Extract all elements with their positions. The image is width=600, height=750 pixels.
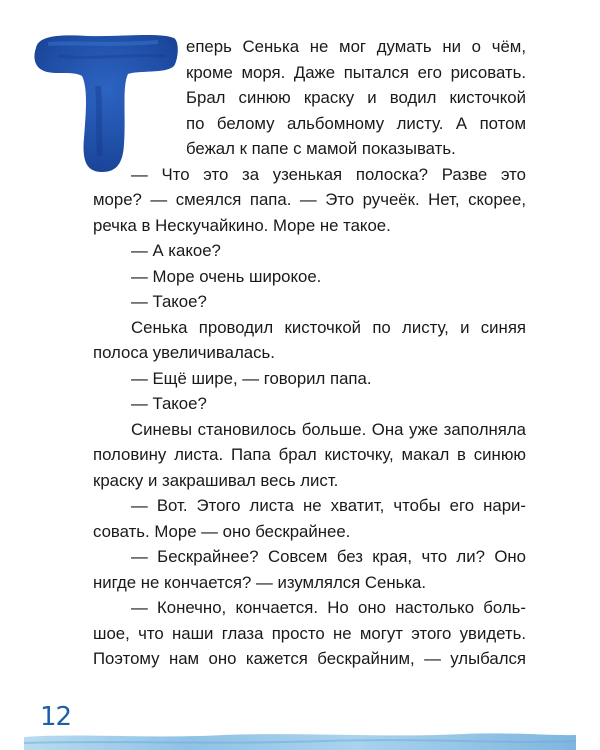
text-line: Брал синюю краску и водил кисточкой: [186, 88, 526, 107]
text-line: — Бескрайнее? Совсем без края, что ли? Оно: [131, 547, 526, 566]
text-line: — Такое?: [131, 292, 207, 311]
text-line: — Что это за узенькая полоска? Разве это: [131, 164, 526, 184]
text-line: море? — смеялся папа. — Это ручеёк. Нет, скорее,: [93, 190, 526, 209]
text-line: еперь Сенька не мог думать ни о чём,: [186, 37, 526, 56]
text-line: — Вот. Этого листа не хватит, чтобы его нари-: [131, 496, 526, 515]
text-line: — А какое?: [131, 241, 221, 260]
text-line: полоса увеличивалась.: [93, 343, 275, 362]
text-line: краску и закрашивал весь лист.: [93, 470, 339, 490]
text-line: по белому альбомному листу. А потом: [186, 113, 526, 133]
text-line: бежал к папе с мамой показывать.: [186, 139, 456, 158]
text-line: совать. Море — оно бескрайнее.: [93, 521, 351, 541]
text-line: — Такое?: [131, 394, 207, 413]
text-line: — Ещё шире, — говорил папа.: [131, 368, 372, 388]
text-line: речка в Нескучайкино. Море не такое.: [93, 215, 391, 235]
text-line: Поэтому нам оно кажется бескрайним, — улыбался: [93, 649, 526, 668]
text-line: — Конечно, кончается. Но оно настолько боль-: [131, 598, 526, 617]
text-line: половину листа. Папа брал кисточку, макал в синюю: [93, 445, 526, 464]
text-line: кроме моря. Даже пытался его рисовать.: [186, 62, 526, 82]
bottom-watercolor-strip: [24, 731, 576, 750]
text-line: Синевы становилось больше. Она уже заполняла: [131, 419, 526, 439]
text-line: шое, что наши глаза просто не могут этого увидеть.: [93, 623, 526, 643]
text-line: — Море очень широкое.: [131, 266, 322, 286]
page-number: 12: [40, 702, 72, 732]
text-line: нигде не кончается? — изумлялся Сенька.: [93, 572, 427, 592]
text-line: Сенька проводил кисточкой по листу, и синяя: [131, 317, 526, 337]
story-text: [93, 34, 526, 672]
